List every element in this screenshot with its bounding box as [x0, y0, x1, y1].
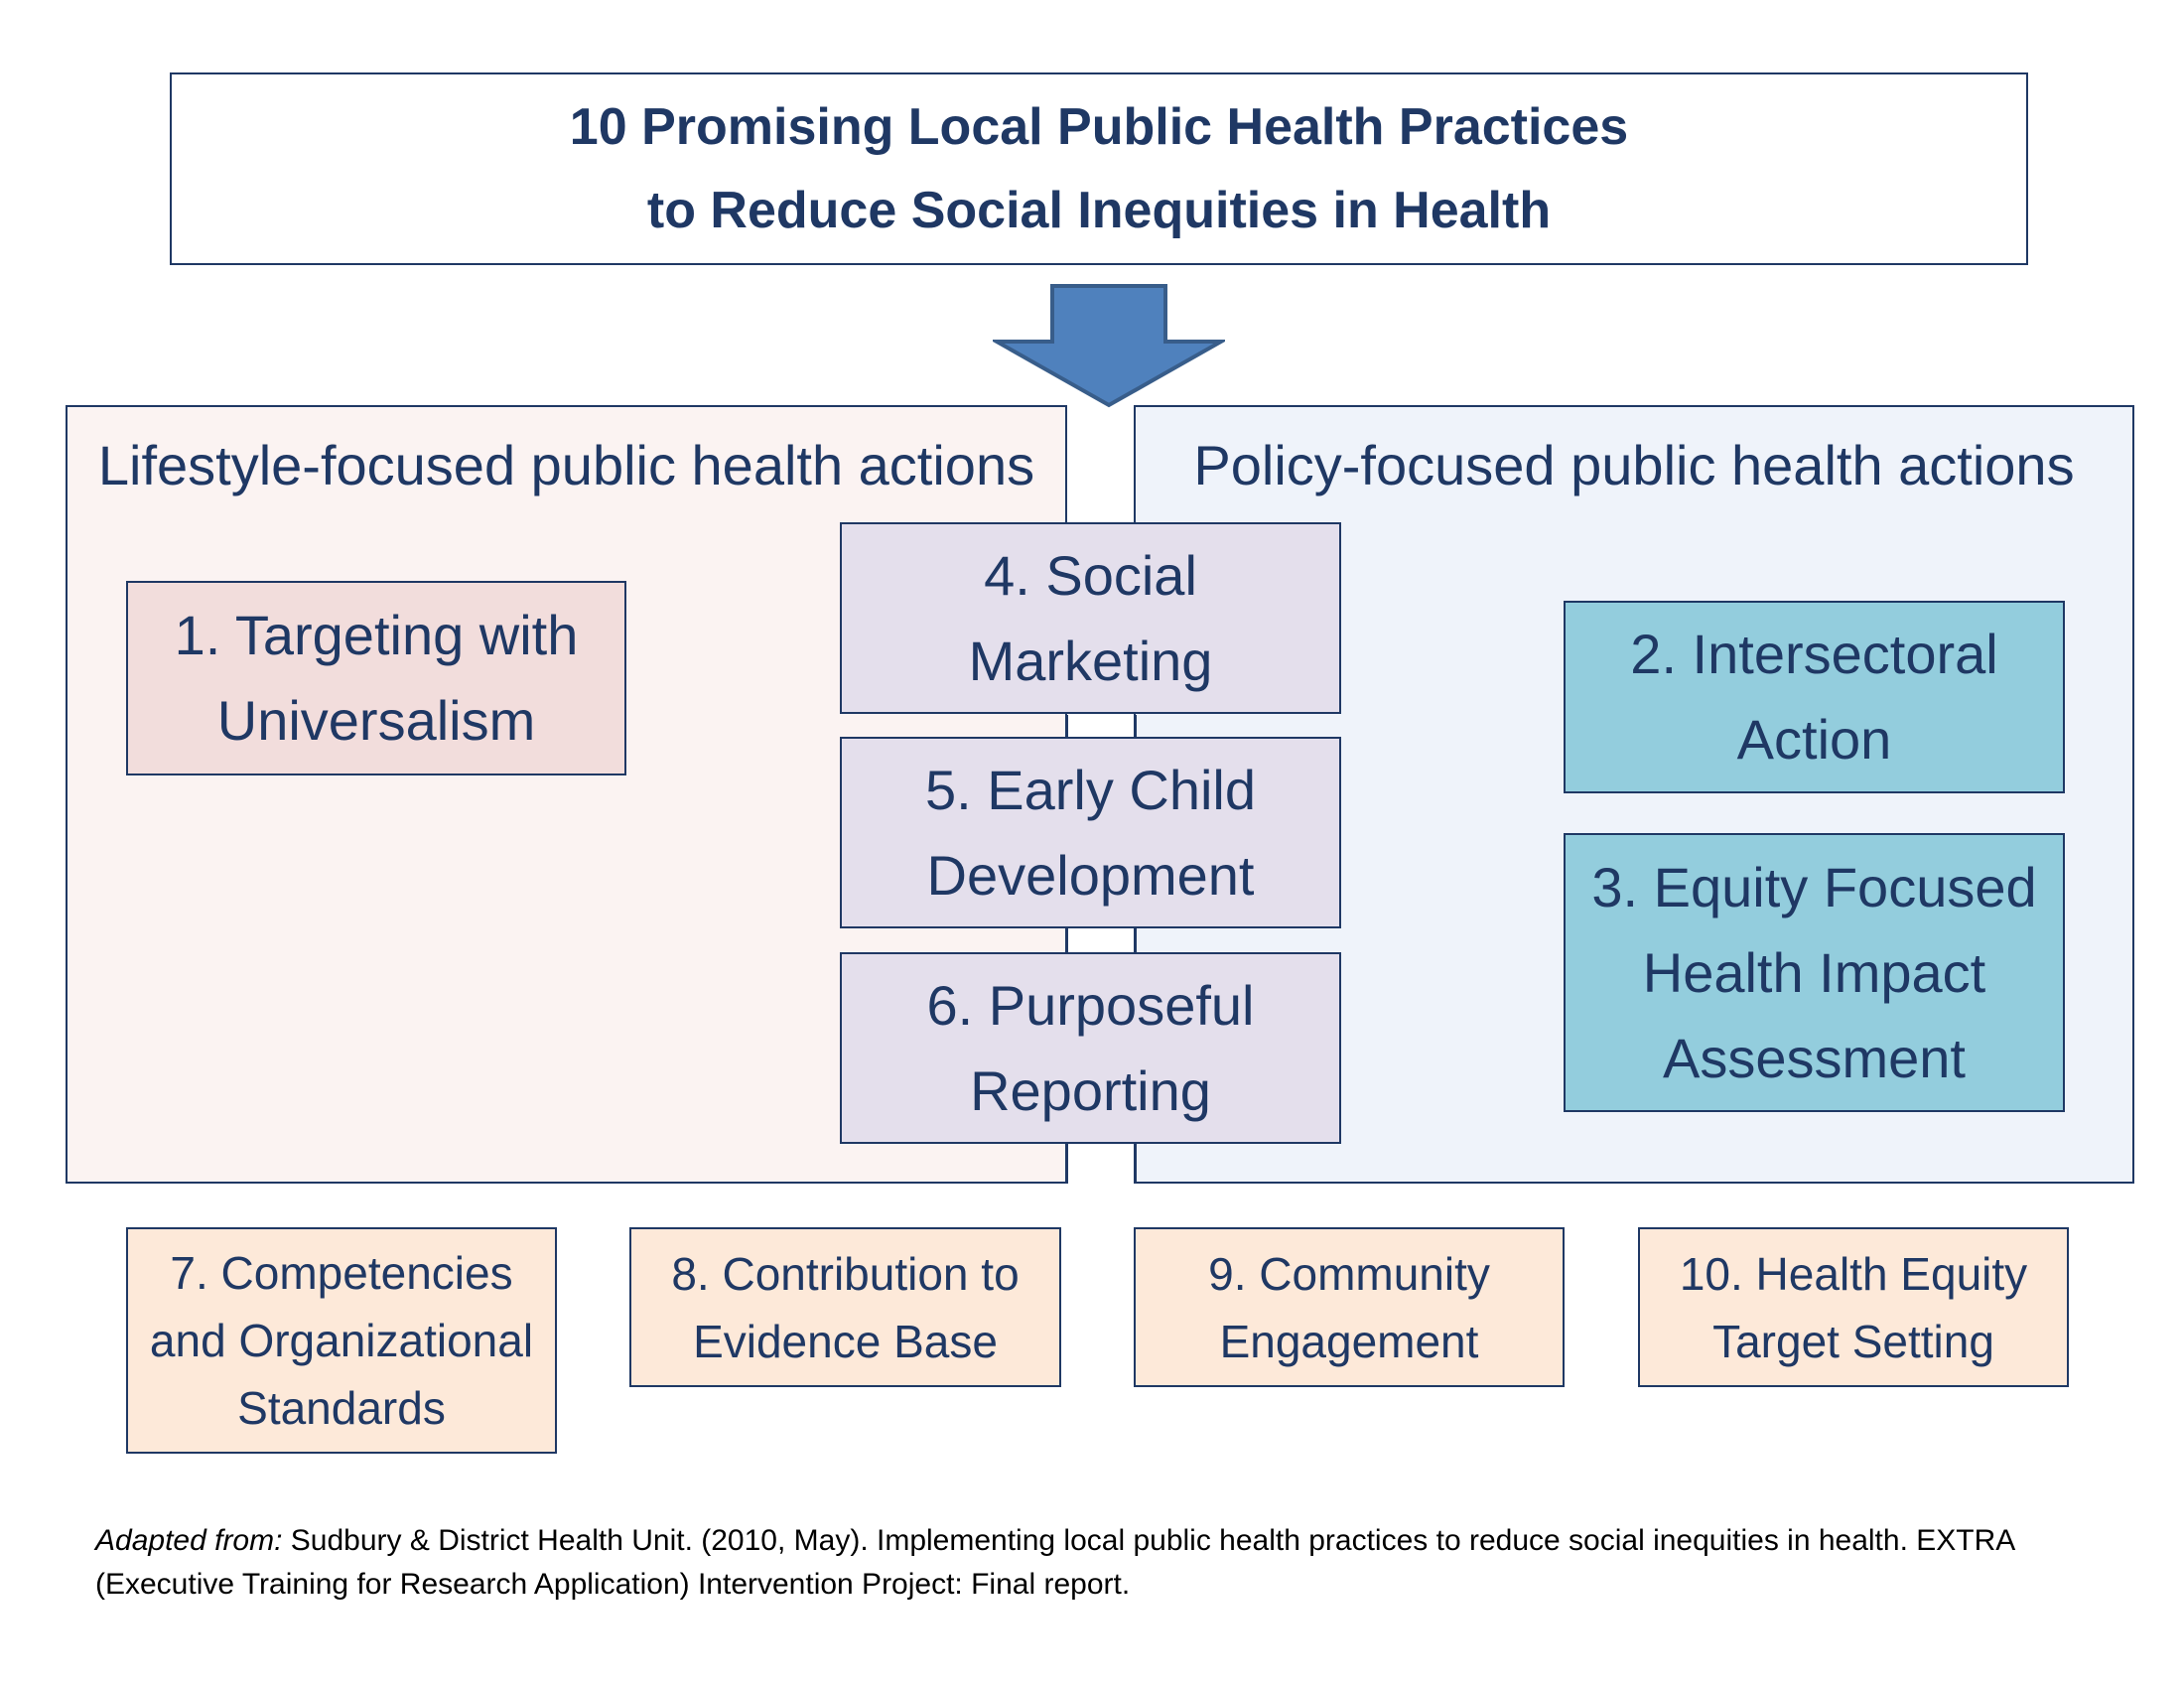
practice-1-line-2: Universalism — [216, 689, 536, 752]
practice-3-line-3: Assessment — [1663, 1026, 1966, 1089]
practice-7-box — [126, 1227, 557, 1454]
practice-4-box — [840, 522, 1341, 714]
practice-1-line-1: 1. Targeting with — [174, 604, 579, 666]
practice-9-box — [1134, 1227, 1565, 1387]
practice-2-line-2: Action — [1736, 708, 1892, 771]
practice-3-line-1: 3. Equity Focused — [1591, 855, 2037, 918]
citation-line-1 — [95, 1519, 2140, 1563]
practice-3-line-2: Health Impact — [1642, 940, 1986, 1004]
practice-4-line-2: Marketing — [968, 629, 1213, 692]
citation-prefix: Adapted from: — [95, 1524, 283, 1557]
practice-10-line-1: 10. Health Equity — [1679, 1247, 2028, 1300]
practice-10-box — [1638, 1227, 2069, 1387]
practice-10-line-2: Target Setting — [1712, 1315, 1994, 1367]
practice-4-line-1: 4. Social — [984, 543, 1197, 607]
practice-6-line-2: Reporting — [970, 1058, 1211, 1122]
lifestyle-heading: Lifestyle-focused public health actions — [97, 434, 1035, 496]
title-box — [170, 72, 2028, 265]
citation-line-2: (Executive Training for Research Application) Intervention Project: Final report. — [95, 1568, 1131, 1601]
policy-heading: Policy-focused public health actions — [1193, 434, 2075, 496]
practice-9-line-1: 9. Community — [1208, 1247, 1490, 1300]
title-line-2: to Reduce Social Inequities in Health — [646, 182, 1552, 239]
practice-2-box — [1564, 601, 2065, 793]
practice-2-line-1: 2. Intersectoral — [1630, 623, 1998, 685]
practice-7-line-1: 7. Competencies — [170, 1247, 513, 1299]
practice-5-line-2: Development — [926, 843, 1255, 907]
practice-7-line-2: and Organizational — [149, 1315, 534, 1366]
practice-6-box — [840, 952, 1341, 1144]
citation-line-1-text: Sudbury & District Health Unit. (2010, May). Implementing local public health practices to reduce social inequities in health. EXTRA — [282, 1524, 2016, 1557]
citation — [95, 1519, 2140, 1607]
practice-7-line-3: Standards — [237, 1382, 446, 1434]
title-line-1: 10 Promising Local Public Health Practices — [569, 98, 1629, 156]
down-arrow-icon — [993, 284, 1225, 409]
practice-8-line-1: 8. Contribution to — [671, 1247, 1020, 1300]
practice-9-line-2: Engagement — [1219, 1315, 1479, 1367]
practice-6-line-1: 6. Purposeful — [926, 973, 1255, 1037]
practice-5-line-1: 5. Early Child — [924, 758, 1257, 821]
practice-8-line-2: Evidence Base — [693, 1315, 998, 1367]
practice-8-box — [629, 1227, 1061, 1387]
practice-5-box — [840, 737, 1341, 928]
practice-3-box — [1564, 833, 2065, 1112]
practice-1-box — [126, 581, 626, 775]
